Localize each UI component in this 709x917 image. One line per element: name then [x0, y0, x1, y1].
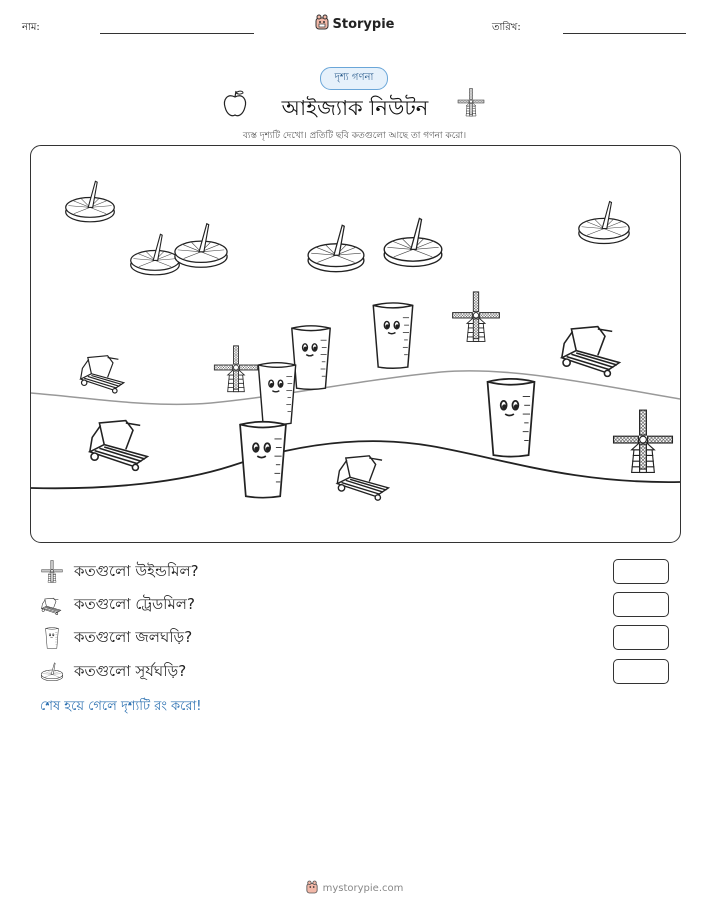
treadmill-3: [90, 421, 148, 471]
question-sundial: [40, 659, 186, 685]
worksheet-type-badge: দৃশ্য গণনা: [320, 67, 388, 90]
name-label: নাম:: [22, 22, 40, 33]
apple-icon: [222, 88, 248, 122]
treadmill-4: [337, 456, 388, 500]
water-clock-2: [292, 326, 330, 390]
question-water-clock: [40, 625, 192, 651]
instructions: ব্যস্ত দৃশ্যটি দেখো। প্রতিটি ছবি কতগুলো আছে তা গণনা করো।: [242, 131, 467, 141]
brand-logo: [0, 14, 709, 34]
question-treadmill: [40, 592, 195, 618]
windmill-2: [214, 346, 257, 392]
counting-scene: [30, 145, 681, 543]
water-clock-4: [488, 379, 535, 457]
question-text: কতগুলো ট্রেডমিল?: [74, 594, 195, 613]
treadmill-2: [562, 327, 620, 377]
page-title: আইজ্যাক নিউটন: [281, 96, 429, 120]
brand-name: Storypie: [332, 16, 395, 32]
sundial-icon: [40, 660, 64, 684]
date-field[interactable]: [563, 33, 686, 34]
answer-box-water-clock[interactable]: [613, 625, 669, 650]
answer-box-windmill[interactable]: [613, 559, 669, 584]
windmill-3: [614, 410, 673, 472]
back-hill-line: [31, 371, 680, 405]
water-clock-3: [258, 363, 295, 425]
finish-note: শেষ হয়ে গেলে দৃশ্যটি রং করো!: [40, 699, 202, 714]
treadmill-icon: [40, 593, 64, 617]
question-text: কতগুলো জলঘড়ি?: [74, 627, 193, 646]
sundial-4: [308, 225, 364, 272]
water-clock-5: [240, 422, 286, 498]
storypie-footer-icon: [306, 880, 318, 897]
sundial-3: [175, 224, 227, 268]
windmill-1: [453, 292, 500, 342]
footer: [0, 880, 709, 897]
question-windmill: [40, 559, 199, 585]
sundial-5: [384, 218, 442, 266]
answer-box-sundial[interactable]: [613, 659, 669, 684]
storypie-mascot-icon: [315, 14, 329, 34]
sundial-2: [131, 234, 180, 274]
sundial-6: [579, 202, 629, 244]
sundial-1: [66, 181, 115, 222]
windmill-icon: [40, 560, 64, 584]
question-text: কতগুলো সূর্যঘড়ি?: [74, 661, 187, 680]
treadmill-1: [81, 356, 124, 393]
date-label: তারিখ:: [492, 22, 521, 33]
question-text: কতগুলো উইন্ডমিল?: [74, 561, 199, 580]
title-windmill-icon: [456, 88, 486, 122]
water-clock-icon: [40, 626, 64, 650]
water-clock-1: [373, 303, 412, 368]
answer-box-treadmill[interactable]: [613, 592, 669, 617]
footer-url[interactable]: mystorypie.com: [322, 883, 404, 894]
